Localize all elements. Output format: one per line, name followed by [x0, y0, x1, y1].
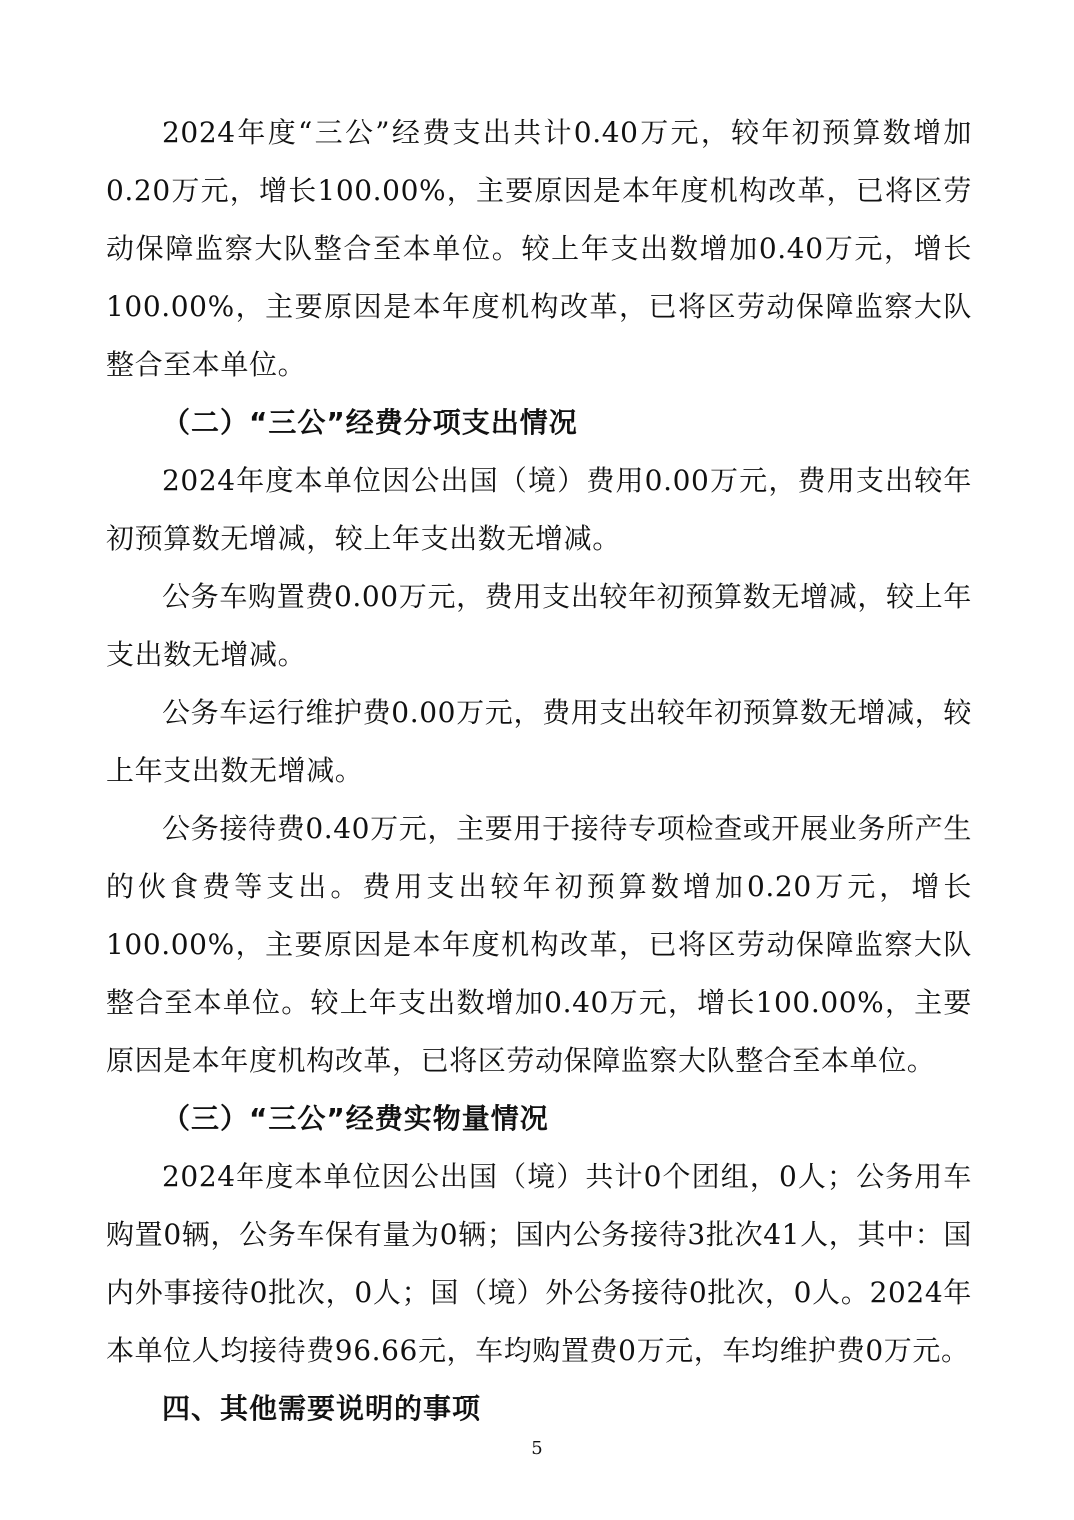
- paragraph-physical-quantity: 2024年度本单位因公出国（境）共计0个团组，0人；公务用车购置0辆，公务车保有量为0辆；国内公务接待3批次41人，其中：国内外事接待0批次，0人；国（境）外公务接待0批次，0人。2024年本单位人均接待费96.66元，车均购置费0万元，车均维护费0万元。: [106, 1160, 972, 1367]
- section-heading-physical-quantity: （三）“三公”经费实物量情况: [162, 1102, 549, 1135]
- paragraph-vehicle-purchase: 公务车购置费0.00万元，费用支出较年初预算数无增减，较上年支出数无增减。: [106, 580, 972, 671]
- section-heading-itemized-expenditure: （二）“三公”经费分项支出情况: [162, 406, 578, 439]
- page-number: 5: [531, 1438, 543, 1459]
- paragraph-total-expenditure: 2024年度“三公”经费支出共计0.40万元，较年初预算数增加0.20万元，增长100.00%，主要原因是本年度机构改革，已将区劳动保障监察大队整合至本单位。较上年支出数增加0.40万元，增长100.00%，主要原因是本年度机构改革，已将区劳动保障监察大队整合至本单位。: [106, 116, 972, 381]
- document-body: [106, 104, 972, 1438]
- paragraph-vehicle-maintenance: 公务车运行维护费0.00万元，费用支出较年初预算数无增减，较上年支出数无增减。: [106, 696, 972, 787]
- paragraph-official-reception: 公务接待费0.40万元，主要用于接待专项检查或开展业务所产生的伙食费等支出。费用支出较年初预算数增加0.20万元，增长100.00%，主要原因是本年度机构改革，已将区劳动保障监察大队整合至本单位。较上年支出数增加0.40万元，增长100.00%，主要原因是本年度机构改革，已将区劳动保障监察大队整合至本单位。: [106, 812, 972, 1077]
- section-heading-other-matters: 四、其他需要说明的事项: [162, 1392, 482, 1425]
- paragraph-overseas-travel: 2024年度本单位因公出国（境）费用0.00万元，费用支出较年初预算数无增减，较上年支出数无增减。: [106, 464, 972, 555]
